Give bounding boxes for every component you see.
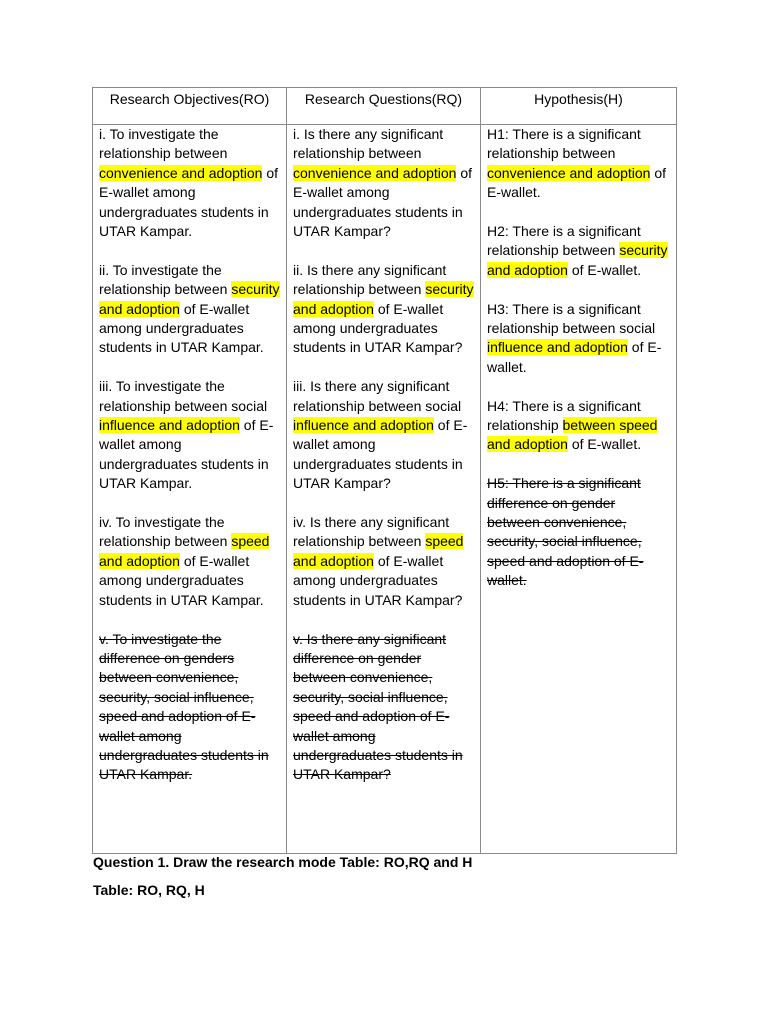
paragraph-text: iii. Is there any significant relationship between social bbox=[293, 378, 462, 414]
cell-paragraph bbox=[293, 261, 475, 358]
cell-paragraph bbox=[487, 300, 671, 378]
cell-paragraph bbox=[293, 513, 475, 610]
table-header-row bbox=[93, 88, 677, 125]
highlighted-text: security and adoption bbox=[487, 242, 668, 278]
paragraph-text: of E-wallet. bbox=[487, 164, 667, 201]
paragraph-text: H5: There is a significant difference on gender between convenience, security, social influence, speed and adoption of E-wallet. bbox=[487, 475, 644, 589]
header-research-questions: Research Questions(RQ) bbox=[287, 88, 481, 125]
paragraph-text: H3: There is a significant relationship between social bbox=[487, 300, 656, 337]
cell-paragraph bbox=[99, 261, 281, 358]
paragraph-text: of E-wallet. bbox=[567, 261, 642, 278]
cell-paragraph bbox=[99, 513, 281, 610]
research-objectives-cell bbox=[93, 125, 287, 854]
paragraph-text: v. Is there any significant difference on gender between convenience, security, social influence, speed and adoption of E-wallet among undergraduates students in UTAR Kampar? bbox=[293, 630, 463, 783]
highlighted-text: between speed and adoption bbox=[487, 417, 658, 453]
paragraph-text: of E-wallet among undergraduates students in UTAR Kampar? bbox=[293, 417, 468, 492]
cell-paragraph bbox=[293, 377, 475, 493]
paragraph-text: H4: There is a significant relationship bbox=[487, 397, 641, 434]
paragraph-text: of E-wallet among undergraduates students in UTAR Kampar. bbox=[99, 417, 274, 492]
table-body-row bbox=[93, 125, 677, 854]
paragraph-text: v. To investigate the difference on genders between convenience, security, social influence, speed and adoption of E-wallet among undergraduates students in UTAR Kampar. bbox=[99, 630, 269, 783]
paragraph-text: of E-wallet. bbox=[487, 339, 662, 375]
cell-paragraph bbox=[487, 125, 671, 203]
cell-paragraph bbox=[487, 397, 671, 455]
paragraph-text: H1: There is a significant relationship between bbox=[487, 126, 641, 162]
paragraph-text: ii. To investigate the relationship between bbox=[99, 261, 232, 298]
research-questions-cell bbox=[287, 125, 481, 854]
paragraph-text: iii. To investigate the relationship between social bbox=[99, 378, 268, 414]
highlighted-text: influence and adoption bbox=[487, 339, 628, 356]
paragraph-text: of E-wallet among undergraduates students in UTAR Kampar? bbox=[293, 300, 463, 356]
highlighted-text: speed and adoption bbox=[293, 533, 464, 569]
highlighted-text: speed and adoption bbox=[99, 533, 270, 569]
paragraph-text: of E-wallet among undergraduates students in UTAR Kampar? bbox=[293, 552, 463, 608]
highlighted-text: security and adoption bbox=[293, 281, 474, 317]
cell-paragraph bbox=[99, 125, 281, 241]
highlighted-text: convenience and adoption bbox=[487, 164, 651, 181]
highlighted-text: influence and adoption bbox=[99, 417, 240, 434]
research-table bbox=[92, 87, 677, 854]
highlighted-text: security and adoption bbox=[99, 281, 280, 317]
highlighted-text: convenience and adoption bbox=[99, 164, 263, 181]
struck-paragraph bbox=[293, 630, 475, 785]
paragraph-text: i. To investigate the relationship between bbox=[99, 126, 228, 162]
struck-paragraph bbox=[487, 474, 671, 590]
paragraph-text: of E-wallet among undergraduates students in UTAR Kampar? bbox=[293, 164, 473, 240]
cell-paragraph bbox=[99, 377, 281, 493]
paragraph-text: i. Is there any significant relationship between bbox=[293, 126, 444, 162]
paragraph-text: of E-wallet. bbox=[567, 436, 642, 453]
paragraph-text: iv. To investigate the relationship between bbox=[99, 514, 232, 550]
paragraph-text: iv. Is there any significant relationship between bbox=[293, 514, 450, 550]
hypothesis-cell bbox=[481, 125, 677, 854]
highlighted-text: convenience and adoption bbox=[293, 164, 457, 181]
table-caption: Table: RO, RQ, H bbox=[93, 882, 205, 898]
paragraph-text: of E-wallet among undergraduates students in UTAR Kampar. bbox=[99, 300, 264, 356]
header-hypothesis: Hypothesis(H) bbox=[481, 88, 677, 125]
cell-paragraph bbox=[293, 125, 475, 241]
paragraph-text: H2: There is a significant relationship between bbox=[487, 223, 641, 259]
struck-paragraph bbox=[99, 630, 281, 785]
highlighted-text: influence and adoption bbox=[293, 417, 434, 434]
paragraph-text: of E-wallet among undergraduates students in UTAR Kampar. bbox=[99, 552, 264, 608]
cell-paragraph bbox=[487, 222, 671, 280]
paragraph-text: of E-wallet among undergraduates students in UTAR Kampar. bbox=[99, 164, 279, 240]
question-heading: Question 1. Draw the research mode Table: RO,RQ and H bbox=[93, 854, 473, 870]
header-research-objectives: Research Objectives(RO) bbox=[93, 88, 287, 125]
paragraph-text: ii. Is there any significant relationship between bbox=[293, 261, 447, 298]
